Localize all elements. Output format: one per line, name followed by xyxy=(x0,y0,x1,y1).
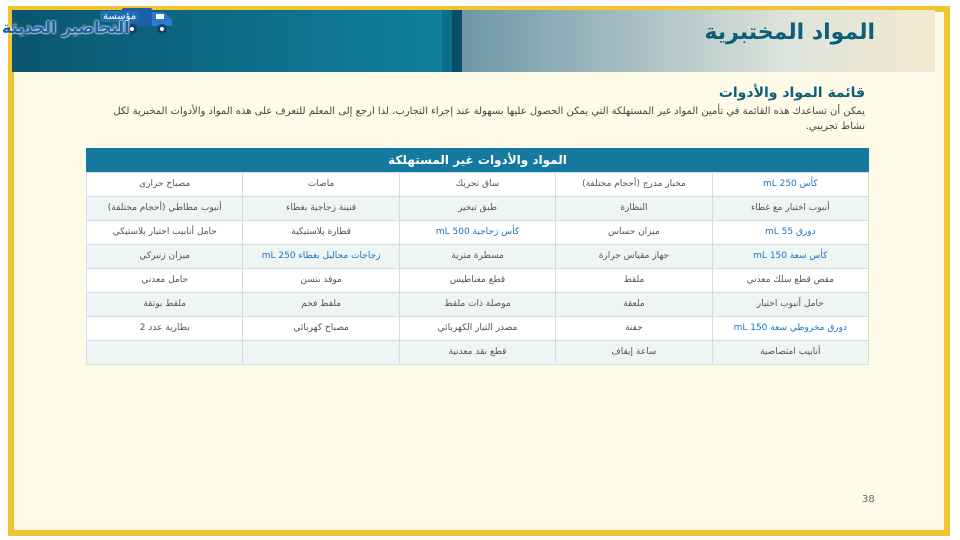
logo-name: التحاضير الحديثة xyxy=(2,18,130,37)
table-cell: ملقط xyxy=(556,269,712,293)
table-row xyxy=(87,173,869,197)
table-cell: دورق مخروطي سعة 150 mL xyxy=(712,317,868,341)
table-cell: حامل أنابيب اختبار بلاستيكي xyxy=(87,221,243,245)
table-cell: حامل أنبوب اختبار xyxy=(712,293,868,317)
table-cell: مصباح كهربائي xyxy=(243,317,399,341)
table-cell xyxy=(87,341,243,365)
table-row xyxy=(87,293,869,317)
table-cell: موصلة ذات ملقط xyxy=(399,293,555,317)
table-cell: مسطرة مترية xyxy=(399,245,555,269)
table-cell: أنبوب اختبار مع غطاء xyxy=(712,197,868,221)
materials-table xyxy=(86,148,869,365)
materials-grid xyxy=(86,172,869,365)
table-cell: ماصات xyxy=(243,173,399,197)
table-cell: ملقط فحم xyxy=(243,293,399,317)
table-cell: أنابيب امتصاصية xyxy=(712,341,868,365)
table-cell: دورق 55 mL xyxy=(712,221,868,245)
table-heading: المواد والأدوات غير المستهلكة xyxy=(86,148,869,172)
table-cell: ساق تحريك xyxy=(399,173,555,197)
table-row xyxy=(87,245,869,269)
table-cell: ملعقة xyxy=(556,293,712,317)
table-cell: أنبوب مطاطي (أحجام مختلفة) xyxy=(87,197,243,221)
table-row xyxy=(87,341,869,365)
intro-paragraph: يمكن أن تساعدك هذه القائمة في تأمين المواد غير المستهلكة التي يمكن الحصول عليها بسهولة عند إجراء التجارب، لذا ارجع إلى المعلم للتعرف على هذه المواد والأدوات المخبرية لكل نشاط تجريبي. xyxy=(113,106,865,132)
table-cell: زجاجات محاليل بغطاء 250 mL xyxy=(243,245,399,269)
table-cell: طبق تبخير xyxy=(399,197,555,221)
table-cell: مصباح حراري xyxy=(87,173,243,197)
table-cell: بطارية عدد 2 xyxy=(87,317,243,341)
table-cell: ميزان حساس xyxy=(556,221,712,245)
table-row xyxy=(87,269,869,293)
header-divider xyxy=(452,10,462,72)
table-cell: قطع مغناطيس xyxy=(399,269,555,293)
table-cell: حامل معدني xyxy=(87,269,243,293)
table-row xyxy=(87,197,869,221)
table-cell: كأس سعة 150 mL xyxy=(712,245,868,269)
table-cell: ساعة إيقاف xyxy=(556,341,712,365)
table-cell: النظارة xyxy=(556,197,712,221)
table-cell: ملقط بوتقة xyxy=(87,293,243,317)
table-cell: مخبار مدرج (أحجام مختلفة) xyxy=(556,173,712,197)
table-row xyxy=(87,221,869,245)
publisher-logo xyxy=(0,0,185,44)
table-row xyxy=(87,317,869,341)
table-cell: موقد بنسن xyxy=(243,269,399,293)
table-cell: جهاز مقياس حرارة xyxy=(556,245,712,269)
table-cell: كأس 250 mL xyxy=(712,173,868,197)
section-title: قائمة المواد والأدوات xyxy=(718,85,865,101)
logo-small-text: مؤسسة xyxy=(100,11,139,22)
table-cell: قنينة زجاجية بغطاء xyxy=(243,197,399,221)
table-cell: ميزان زنبركي xyxy=(87,245,243,269)
page-number: 38 xyxy=(862,494,875,505)
table-cell xyxy=(243,341,399,365)
table-cell: كأس زجاجية 500 mL xyxy=(399,221,555,245)
table-cell: قطع نقد معدنية xyxy=(399,341,555,365)
page-title: المواد المختبرية xyxy=(704,20,875,45)
table-cell: مقص قطع سلك معدني xyxy=(712,269,868,293)
table-cell: قطارة بلاستيكية xyxy=(243,221,399,245)
table-cell: جفنة xyxy=(556,317,712,341)
table-cell: مصدر التيار الكهربائي xyxy=(399,317,555,341)
